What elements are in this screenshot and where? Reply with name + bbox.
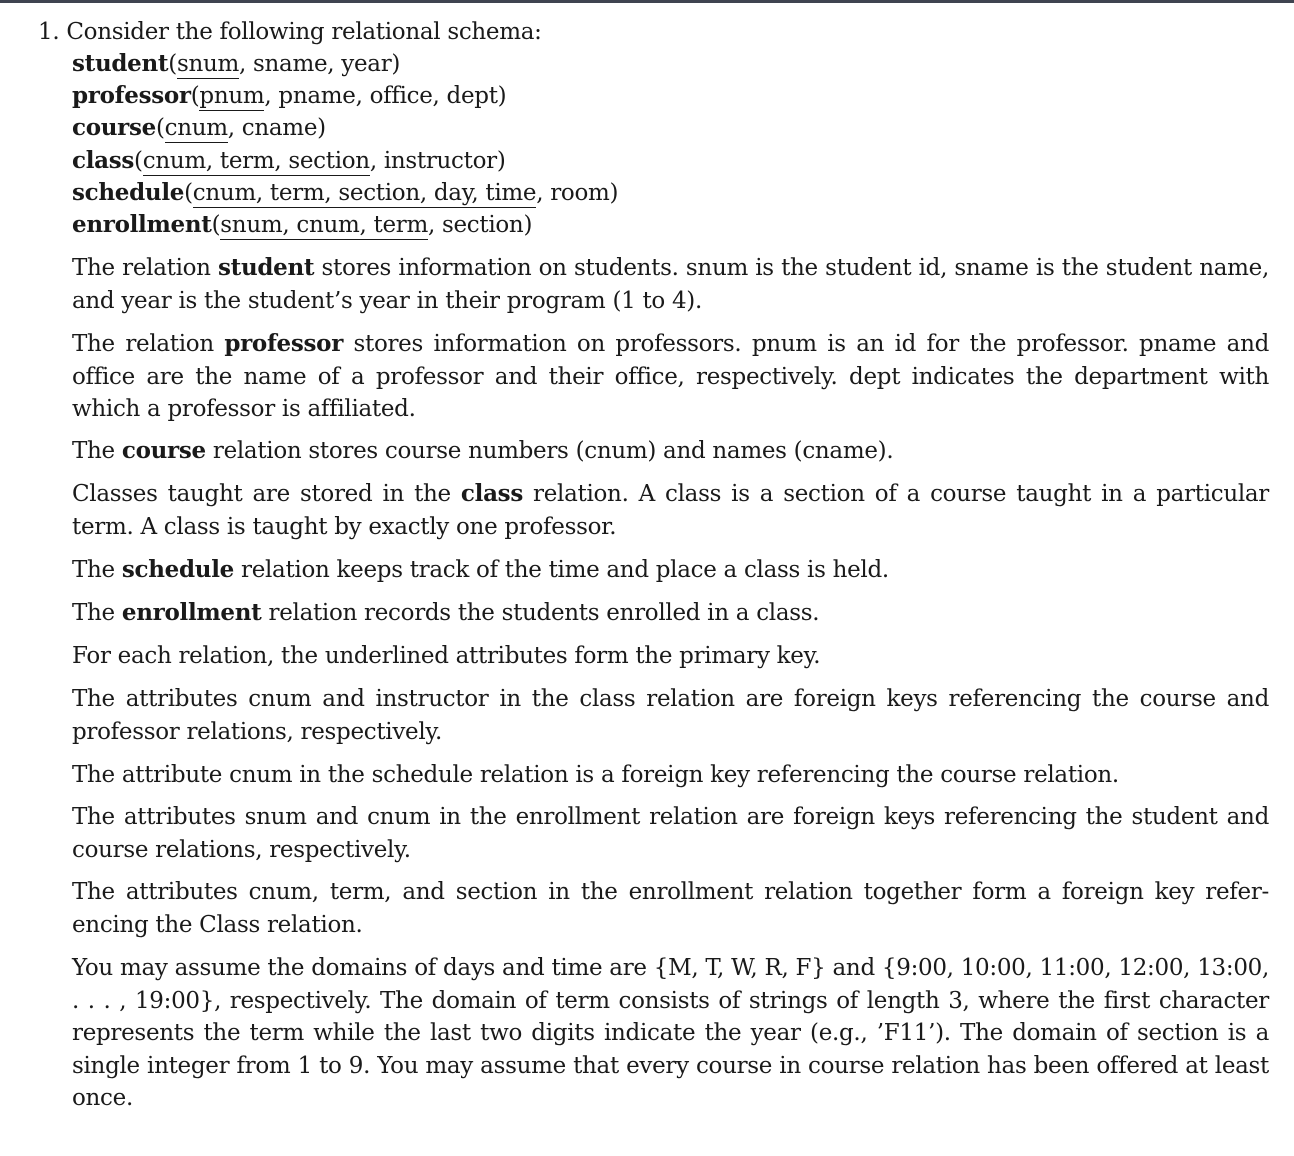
paragraph-course (72, 435, 1269, 468)
relation-name: class (72, 147, 135, 174)
primary-key-attrs: cnum, term, section, day, time (192, 180, 537, 206)
text-run: Classes taught are stored in the (72, 481, 461, 507)
relation-name: schedule (72, 179, 185, 206)
question-heading (38, 16, 542, 48)
paragraph-domains: You may assume the domains of days and time are {M, T, W, R, F} and {9:00, 10:00, 11:00, 12:00, 13:00, . . . , 19:00}, respectively. The domain of term consists of strings of length 3, where the first character represents the term while the last two digits indicate the year (e.g., ’F11’). The domain of section is a single integer from 1 to 9. You may assume that every course in course relation has been offered at least once. (72, 955, 1269, 1111)
text-run: The (72, 557, 122, 583)
other-attrs: , sname, year (239, 51, 392, 77)
relation-name: enrollment (72, 211, 212, 238)
text-run: relation records the students enrolled in a class. (261, 600, 820, 626)
paragraph-enrollment (72, 597, 1269, 630)
paragraph-professor (72, 328, 1269, 426)
primary-key-attrs: snum (176, 51, 239, 77)
relation-name: professor (72, 82, 191, 109)
question-number: 1. (38, 19, 60, 45)
text-run: The (72, 600, 122, 626)
paragraph-schedule (72, 554, 1269, 587)
schema-professor: professor(pnum, pname, office, dept) (72, 82, 507, 109)
primary-key-attrs: pnum (199, 83, 265, 109)
relation-ref: professor (224, 330, 344, 357)
other-attrs: , section (427, 212, 524, 238)
paragraph-schedule-fk: The attribute cnum in the schedule relation is a foreign key referencing the course relation. (72, 762, 1119, 788)
schema-enrollment: enrollment(snum, cnum, term, section) (72, 211, 533, 238)
schema-class: class(cnum, term, section, instructor) (72, 147, 506, 174)
text-run: The relation (72, 255, 218, 281)
relation-ref: student (217, 254, 315, 281)
relation-ref: course (121, 437, 206, 464)
paragraph-primary-key: For each relation, the underlined attributes form the primary key. (72, 643, 821, 669)
text-run: The relation (72, 331, 225, 357)
question-intro: Consider the following relational schema: (66, 19, 542, 45)
primary-key-attrs: cnum, term, section (142, 148, 370, 174)
relation-ref: schedule (121, 556, 234, 583)
relation-ref: enrollment (121, 599, 262, 626)
text-run: relation keeps track of the time and place a class is held. (233, 557, 889, 583)
paragraph-enrollment-fk: The attributes snum and cnum in the enrollment relation are foreign keys referencing the student and course relations, respectively. (72, 804, 1269, 863)
schema-student: student(snum, sname, year) (72, 50, 401, 77)
text-run: relation stores course numbers (cnum) and names (cname). (205, 438, 894, 464)
primary-key-attrs: cnum (164, 115, 228, 141)
other-attrs: , instructor (369, 148, 497, 174)
relation-name: course (72, 114, 156, 141)
paragraph-composite-fk: The attributes cnum, term, and section in the enrollment relation together form a foreign key refer-encing the Class relation. (72, 879, 1269, 938)
text-run: stores information on students. snum is the student id, sname is the student name, and year is the student’s year in their program (1 to 4). (72, 255, 1270, 314)
text-run: relation. A class is a section of a course taught in a particular term. A class is taught by exactly one professor. (72, 481, 1270, 540)
text-run: stores information on professors. pnum is an id for the professor. pname and office are the name of a professor and their office, respectively. dept indicates the department with which a professor is affiliated. (72, 331, 1270, 422)
relation-name: student (72, 50, 169, 77)
other-attrs: , pname, office, dept (264, 83, 498, 109)
text-run: The (72, 438, 122, 464)
other-attrs: , room (536, 180, 610, 206)
relation-ref: class (460, 480, 523, 507)
paragraph-class (72, 478, 1269, 543)
schema-schedule: schedule(cnum, term, section, day, time, room) (72, 179, 619, 206)
paragraph-class-fk: The attributes cnum and instructor in the class relation are foreign keys referencing the course and professor relations, respectively. (72, 686, 1269, 745)
other-attrs: , cname (227, 115, 318, 141)
primary-key-attrs: snum, cnum, term (220, 212, 428, 238)
schema-course: course(cnum, cname) (72, 114, 326, 141)
paragraph-student (72, 252, 1269, 317)
